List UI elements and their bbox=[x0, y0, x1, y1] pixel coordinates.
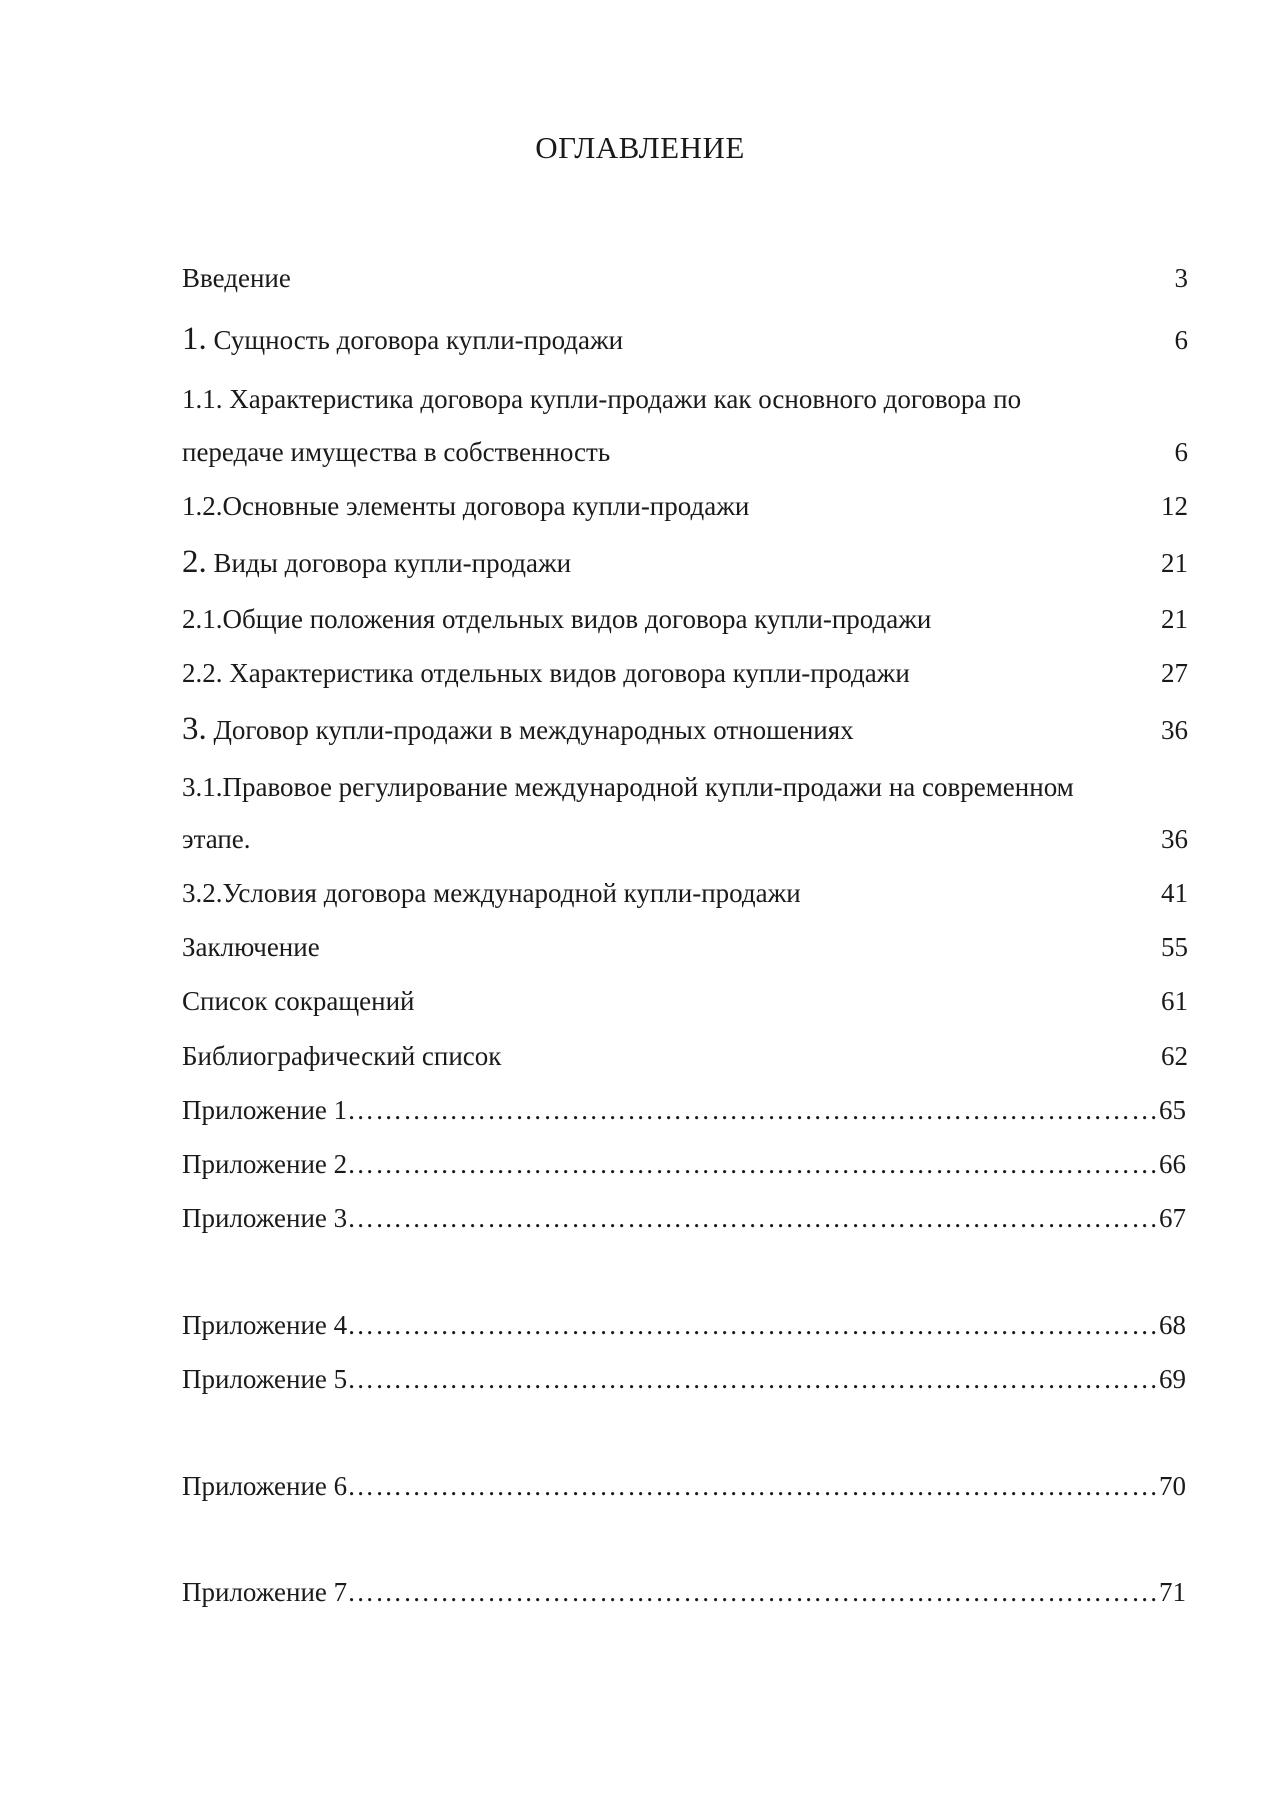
page-title: ОГЛАВЛЕНИЕ bbox=[535, 130, 745, 165]
chapter-number: 2. bbox=[182, 544, 207, 580]
toc-entry-1-1-line2 bbox=[182, 432, 1188, 472]
toc-entry-1-2 bbox=[182, 486, 1188, 526]
toc-entry-page: 21 bbox=[1161, 548, 1188, 578]
toc-entry-appendix-5 bbox=[182, 1359, 1186, 1399]
chapter-number: 1. bbox=[182, 321, 207, 357]
toc-entry-page: 70 bbox=[1159, 1471, 1186, 1501]
toc-entry-appendix-6 bbox=[182, 1466, 1186, 1506]
toc-entry-3-1-line2 bbox=[182, 819, 1188, 859]
toc-entry-text: 1.2.Основные элементы договора купли-продажи bbox=[182, 491, 750, 521]
toc-entry-page: 68 bbox=[1159, 1310, 1186, 1340]
toc-entry-text: 1. Сущность договора купли-продажи bbox=[182, 321, 624, 357]
toc-entry-conclusion bbox=[182, 927, 1188, 967]
toc-entry-page: 71 bbox=[1159, 1577, 1186, 1607]
toc-entry-page: 66 bbox=[1159, 1149, 1186, 1179]
toc-entry-text: передаче имущества в собственность bbox=[182, 437, 611, 467]
toc-entry-text: 2.1.Общие положения отдельных видов договора купли-продажи bbox=[182, 604, 932, 634]
toc-entry-page: 21 bbox=[1161, 604, 1188, 634]
toc-entry-text: Приложение 2 bbox=[182, 1149, 348, 1179]
toc-entry-page: 36 bbox=[1161, 715, 1188, 745]
toc-entry-text: 1.1. Характеристика договора купли-продажи как основного договора по bbox=[182, 384, 1022, 414]
toc-entry-page: 6 bbox=[1174, 325, 1188, 355]
toc-entry-page: 3 bbox=[1174, 263, 1188, 293]
toc-entry-2-2 bbox=[182, 653, 1188, 693]
toc-entry-page: 27 bbox=[1161, 658, 1188, 688]
toc-entry-3-1-line1 bbox=[182, 767, 1188, 807]
toc-entry-3-2 bbox=[182, 873, 1188, 913]
toc-entry-text: Приложение 6 bbox=[182, 1471, 348, 1501]
toc-entry-text: 2. Виды договора купли-продажи bbox=[182, 544, 572, 580]
chapter-number: 3. bbox=[182, 711, 207, 747]
toc-entry-page: 6 bbox=[1174, 437, 1188, 467]
toc-entry-page: 61 bbox=[1161, 986, 1188, 1016]
toc-entry-page: 69 bbox=[1159, 1364, 1186, 1394]
toc-entry-appendix-4 bbox=[182, 1305, 1186, 1345]
dot-leader bbox=[347, 1090, 1159, 1130]
toc-entry-chapter-2 bbox=[182, 542, 1188, 582]
toc-entry-text: 3.2.Условия договора международной купли-продажи bbox=[182, 878, 801, 908]
toc-entry-text: Приложение 7 bbox=[182, 1577, 348, 1607]
toc-entry-text: этапе. bbox=[182, 824, 251, 854]
toc-entry-chapter-1 bbox=[182, 319, 1188, 359]
toc-entry-bibliography bbox=[182, 1036, 1188, 1076]
toc-entry-2-1 bbox=[182, 599, 1188, 639]
dot-leader bbox=[347, 1144, 1159, 1184]
dot-leader bbox=[347, 1572, 1159, 1612]
toc-entry-appendix-2 bbox=[182, 1144, 1186, 1184]
dot-leader bbox=[347, 1198, 1159, 1238]
toc-entry-text: 3. Договор купли-продажи в международных отношениях bbox=[182, 711, 854, 747]
toc-entry-page: 62 bbox=[1161, 1041, 1188, 1071]
toc-entry-text: Введение bbox=[182, 263, 291, 293]
toc-entry-text: Приложение 4 bbox=[182, 1310, 348, 1340]
toc-entry-appendix-7 bbox=[182, 1572, 1186, 1612]
toc-entry-appendix-1 bbox=[182, 1090, 1186, 1130]
toc-entry-page: 55 bbox=[1161, 932, 1188, 962]
toc-entry-text: Заключение bbox=[182, 932, 320, 962]
toc-entry-text: Список сокращений bbox=[182, 986, 415, 1016]
toc-entry-page: 36 bbox=[1161, 824, 1188, 854]
toc-entry-page: 12 bbox=[1161, 491, 1188, 521]
toc-entry-text: 3.1.Правовое регулирование международной купли-продажи на современном bbox=[182, 772, 1074, 802]
toc-entry-text: Приложение 5 bbox=[182, 1364, 348, 1394]
toc-entry-page: 41 bbox=[1161, 878, 1188, 908]
toc-entry-appendix-3 bbox=[182, 1198, 1186, 1238]
toc-entry-1-1-line1 bbox=[182, 379, 1188, 419]
toc-entry-page: 65 bbox=[1159, 1095, 1186, 1125]
toc-entry-text: Приложение 3 bbox=[182, 1203, 348, 1233]
toc-entry-introduction bbox=[182, 258, 1188, 298]
toc-entry-chapter-3 bbox=[182, 709, 1188, 749]
toc-entry-page: 67 bbox=[1159, 1203, 1186, 1233]
toc-entry-text: Приложение 1 bbox=[182, 1095, 348, 1125]
dot-leader bbox=[347, 1305, 1159, 1345]
dot-leader bbox=[347, 1466, 1159, 1506]
toc-entry-abbreviations bbox=[182, 981, 1188, 1021]
dot-leader bbox=[347, 1359, 1159, 1399]
toc-entry-text: 2.2. Характеристика отдельных видов договора купли-продажи bbox=[182, 658, 910, 688]
toc-entry-text: Библиографический список bbox=[182, 1041, 502, 1071]
